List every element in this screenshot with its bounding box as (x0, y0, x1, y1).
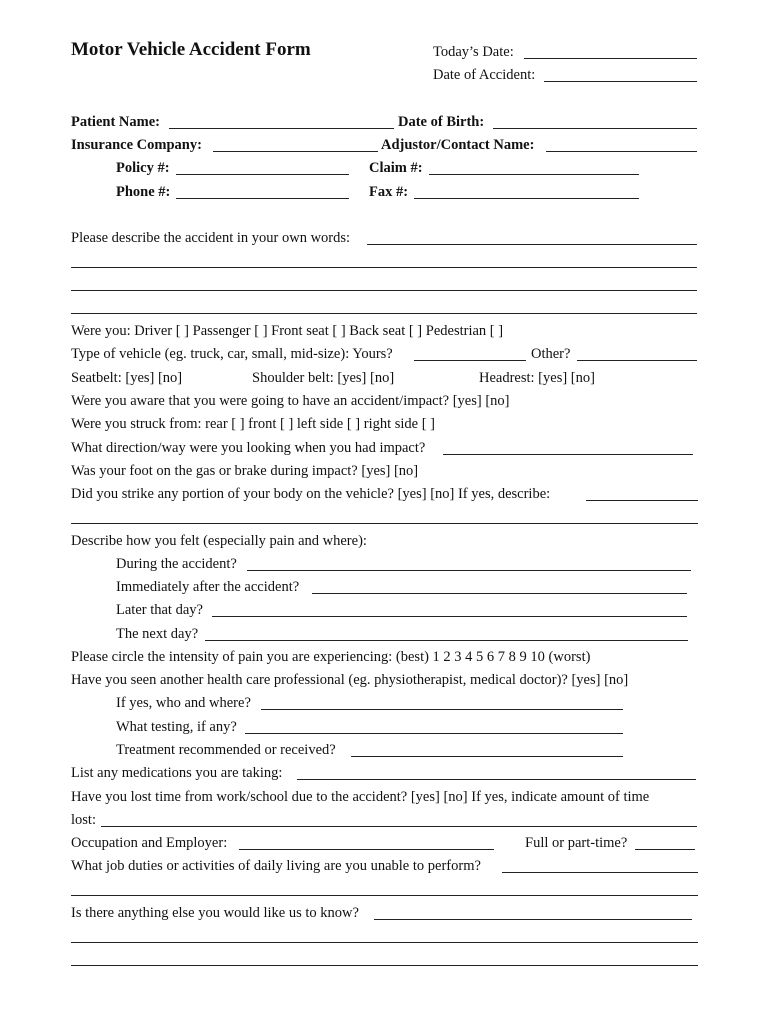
headrest-options[interactable]: Headrest: [yes] [no] (479, 370, 595, 386)
todays-date-field[interactable] (524, 58, 697, 59)
lost-label: lost: (71, 812, 96, 828)
medications-label: List any medications you are taking: (71, 765, 283, 781)
treatment-label: Treatment recommended or received? (116, 742, 336, 758)
testing-field[interactable] (245, 733, 623, 734)
next-day-label: The next day? (116, 626, 199, 642)
direction-field[interactable] (443, 454, 693, 455)
occupation-label: Occupation and Employer: (71, 835, 228, 851)
immediately-after-label: Immediately after the accident? (116, 579, 300, 595)
testing-label: What testing, if any? (116, 719, 237, 735)
anything-else-line-3[interactable] (71, 965, 698, 966)
strike-body-describe-field[interactable] (586, 500, 698, 501)
next-day-field[interactable] (205, 640, 688, 641)
strike-body-options[interactable]: Did you strike any portion of your body on the vehicle? [yes] [no] If yes, describe: (71, 486, 551, 502)
vehicle-yours-field[interactable] (414, 360, 526, 361)
medications-field[interactable] (297, 779, 696, 780)
during-accident-label: During the accident? (116, 556, 237, 572)
describe-feelings-label: Describe how you felt (especially pain and where): (71, 533, 367, 549)
describe-accident-label: Please describe the accident in your own words: (71, 230, 351, 246)
later-that-day-field[interactable] (212, 616, 687, 617)
pain-scale[interactable]: Please circle the intensity of pain you are experiencing: (best) 1 2 3 4 5 6 7 8 9 10 (worst) (71, 649, 591, 665)
lost-time-field[interactable] (101, 826, 697, 827)
date-of-accident-field[interactable] (544, 81, 697, 82)
adjustor-field[interactable] (546, 151, 697, 152)
struck-from-options[interactable]: Were you struck from: rear [ ] front [ ] left side [ ] right side [ ] (71, 416, 436, 432)
seen-professional-options[interactable]: Have you seen another health care professional (eg. physiotherapist, medical doctor)? [yes] [no] (71, 672, 629, 688)
date-of-birth-field[interactable] (493, 128, 697, 129)
lost-time-options[interactable]: Have you lost time from work/school due to the accident? [yes] [no] If yes, indicate amount of time (71, 789, 650, 805)
fax-label: Fax #: (369, 184, 409, 200)
vehicle-other-label: Other? (531, 346, 571, 362)
full-part-time-field[interactable] (635, 849, 695, 850)
vehicle-type-label: Type of vehicle (eg. truck, car, small, mid-size): Yours? (71, 346, 393, 362)
who-where-label: If yes, who and where? (116, 695, 251, 711)
claim-label: Claim #: (369, 160, 423, 176)
occupation-field[interactable] (239, 849, 494, 850)
direction-label: What direction/way were you looking when you had impact? (71, 440, 426, 456)
who-where-field[interactable] (261, 709, 623, 710)
date-of-accident-label: Date of Accident: (433, 67, 536, 83)
patient-name-field[interactable] (169, 128, 394, 129)
todays-date-label: Today’s Date: (433, 44, 514, 60)
adjustor-label: Adjustor/Contact Name: (381, 137, 535, 153)
aware-options[interactable]: Were you aware that you were going to have an accident/impact? [yes] [no] (71, 393, 510, 409)
insurance-company-field[interactable] (213, 151, 378, 152)
job-duties-line-2[interactable] (71, 895, 698, 896)
claim-field[interactable] (429, 174, 639, 175)
policy-field[interactable] (176, 174, 349, 175)
anything-else-label: Is there anything else you would like us to know? (71, 905, 359, 921)
shoulder-belt-options[interactable]: Shoulder belt: [yes] [no] (252, 370, 395, 386)
date-of-birth-label: Date of Birth: (398, 114, 485, 130)
anything-else-field[interactable] (374, 919, 692, 920)
describe-accident-field[interactable] (367, 244, 697, 245)
full-part-time-label: Full or part-time? (525, 835, 628, 851)
phone-label: Phone #: (116, 184, 171, 200)
strike-body-line-2[interactable] (71, 523, 698, 524)
describe-accident-line-4[interactable] (71, 313, 697, 314)
later-that-day-label: Later that day? (116, 602, 203, 618)
policy-label: Policy #: (116, 160, 170, 176)
describe-accident-line-3[interactable] (71, 290, 697, 291)
treatment-field[interactable] (351, 756, 623, 757)
job-duties-field[interactable] (502, 872, 698, 873)
phone-field[interactable] (176, 198, 349, 199)
anything-else-line-2[interactable] (71, 942, 698, 943)
during-accident-field[interactable] (247, 570, 691, 571)
patient-name-label: Patient Name: (71, 114, 160, 130)
form-title: Motor Vehicle Accident Form (71, 39, 311, 60)
were-you-options[interactable]: Were you: Driver [ ] Passenger [ ] Front seat [ ] Back seat [ ] Pedestrian [ ] (71, 323, 504, 339)
fax-field[interactable] (414, 198, 639, 199)
describe-accident-line-2[interactable] (71, 267, 697, 268)
insurance-company-label: Insurance Company: (71, 137, 202, 153)
immediately-after-field[interactable] (312, 593, 687, 594)
foot-options[interactable]: Was your foot on the gas or brake during impact? [yes] [no] (71, 463, 419, 479)
vehicle-other-field[interactable] (577, 360, 697, 361)
job-duties-label: What job duties or activities of daily living are you unable to perform? (71, 858, 481, 874)
seatbelt-options[interactable]: Seatbelt: [yes] [no] (71, 370, 183, 386)
